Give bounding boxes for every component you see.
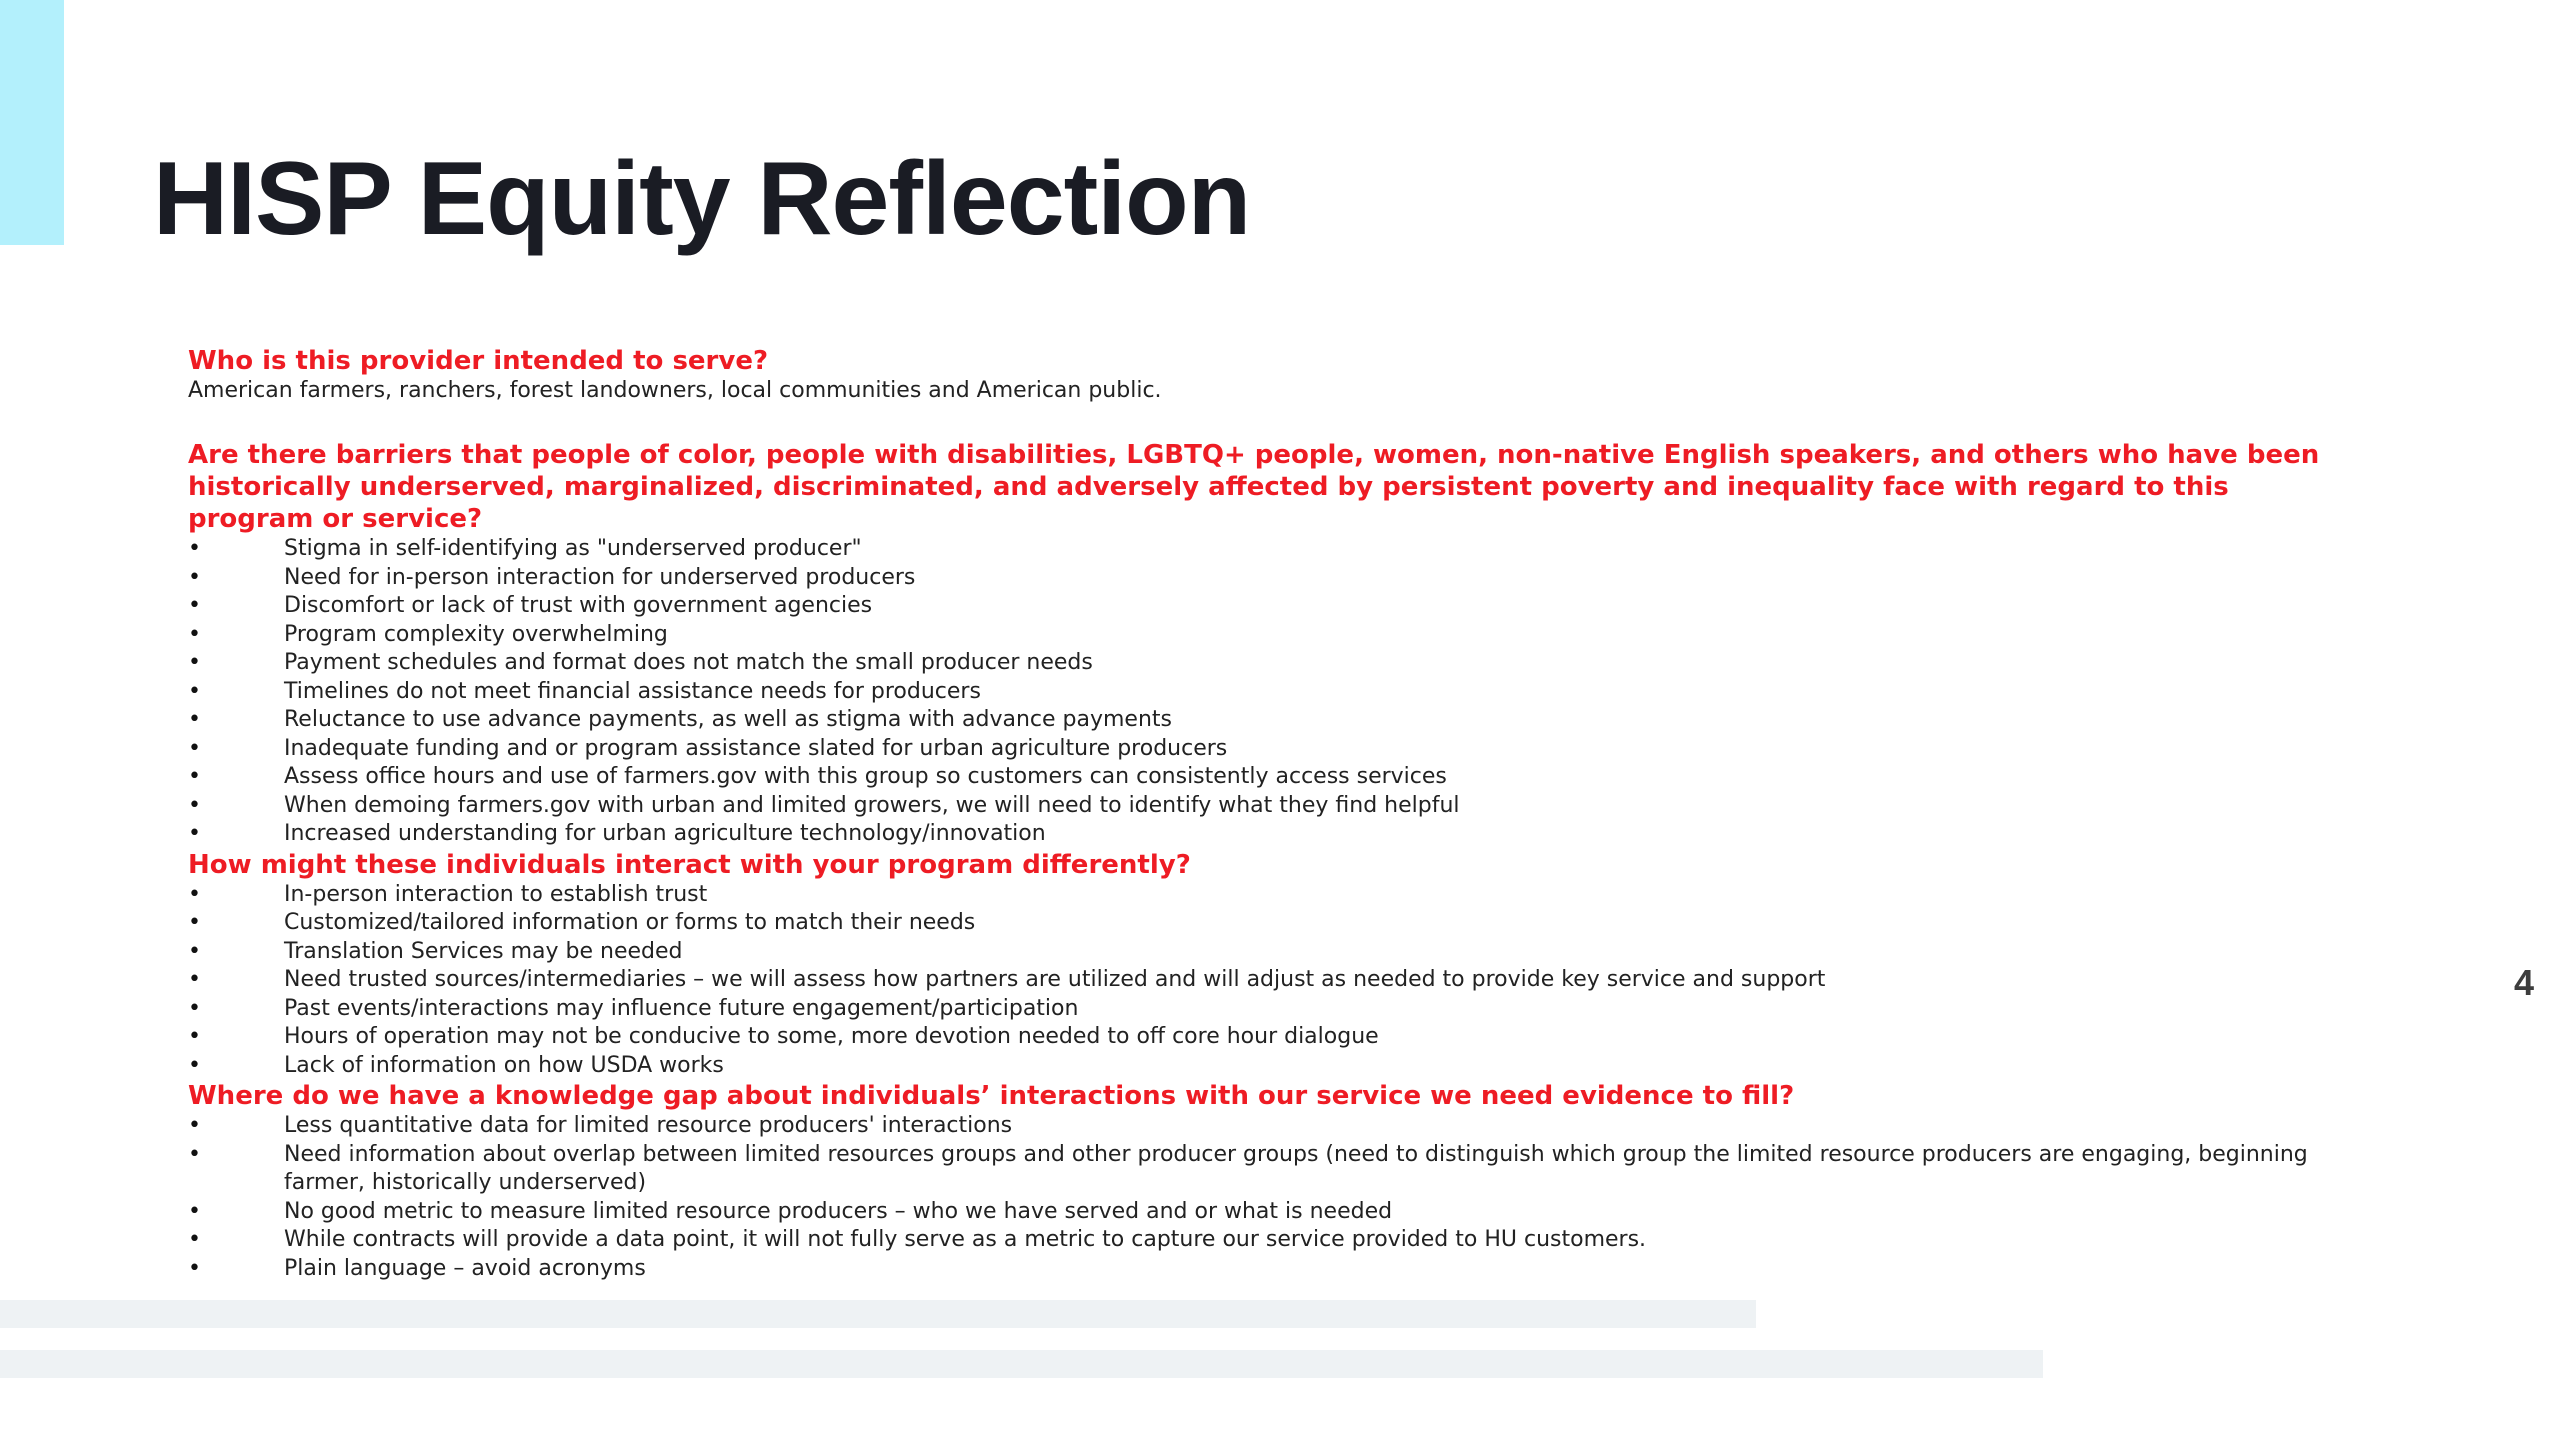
list-item: • Discomfort or lack of trust with government agencies xyxy=(188,592,2338,621)
barriers-list xyxy=(188,535,2338,849)
list-item: • Increased understanding for urban agriculture technology/innovation xyxy=(188,820,2338,849)
list-item: • Reluctance to use advance payments, as well as stigma with advance payments xyxy=(188,706,2338,735)
question-heading-1: Who is this provider intended to serve? xyxy=(188,346,769,376)
list-item: • While contracts will provide a data point, it will not fully serve as a metric to capture our service provided to HU customers. xyxy=(188,1226,2338,1255)
list-item: • Inadequate funding and or program assistance slated for urban agriculture producers xyxy=(188,735,2338,764)
spacer xyxy=(188,405,2338,439)
question-heading-3: How might these individuals interact with your program differently? xyxy=(188,849,1191,880)
list-item: • In-person interaction to establish trust xyxy=(188,881,2338,910)
list-item: • Need for in-person interaction for underserved producers xyxy=(188,564,2338,593)
list-item: • Translation Services may be needed xyxy=(188,938,2338,967)
list-item: • Plain language – avoid acronyms xyxy=(188,1255,2338,1284)
accent-bar xyxy=(0,0,64,245)
list-item: • No good metric to measure limited resource producers – who we have served and or what is needed xyxy=(188,1198,2338,1227)
question-heading-4: Where do we have a knowledge gap about individuals’ interactions with our service we need evidence to fill? xyxy=(188,1081,1795,1111)
list-item: • Need information about overlap between limited resources groups and other producer groups (need to distinguish which group the limited resource producers are engaging, beginning farmer, historically underserved) xyxy=(188,1141,2338,1198)
decorative-line xyxy=(0,1350,2043,1378)
page-number: 4 xyxy=(2514,962,2535,1003)
list-item: • Stigma in self-identifying as "underserved producer" xyxy=(188,535,2338,564)
list-item: • Lack of information on how USDA works xyxy=(188,1052,2338,1081)
list-item: • Past events/interactions may influence future engagement/participation xyxy=(188,995,2338,1024)
knowledge-gap-list xyxy=(188,1112,2338,1283)
list-item: • Payment schedules and format does not match the small producer needs xyxy=(188,649,2338,678)
slide-content xyxy=(188,345,2338,1283)
list-item: • Need trusted sources/intermediaries – we will assess how partners are utilized and will adjust as needed to provide key service and support xyxy=(188,966,2338,995)
list-item: • Customized/tailored information or forms to match their needs xyxy=(188,909,2338,938)
question-heading-2: Are there barriers that people of color, people with disabilities, LGBTQ+ people, women, non-native English speakers, and others who have been historically underserved, marginalized, discriminated, and adversely affected by persistent poverty and inequality face with regard to this program or service? xyxy=(188,440,2320,534)
answer-text: American farmers, ranchers, forest landowners, local communities and American public. xyxy=(188,378,1162,403)
list-item: • Timelines do not meet financial assistance needs for producers xyxy=(188,678,2338,707)
list-item: • When demoing farmers.gov with urban and limited growers, we will need to identify what they find helpful xyxy=(188,792,2338,821)
list-item: • Less quantitative data for limited resource producers' interactions xyxy=(188,1112,2338,1141)
interaction-list xyxy=(188,881,2338,1081)
list-item: • Hours of operation may not be conducive to some, more devotion needed to off core hour dialogue xyxy=(188,1023,2338,1052)
slide-title: HISP Equity Reflection xyxy=(153,141,1251,257)
list-item: • Program complexity overwhelming xyxy=(188,621,2338,650)
decorative-line xyxy=(0,1300,1756,1328)
list-item: • Assess office hours and use of farmers.gov with this group so customers can consistently access services xyxy=(188,763,2338,792)
